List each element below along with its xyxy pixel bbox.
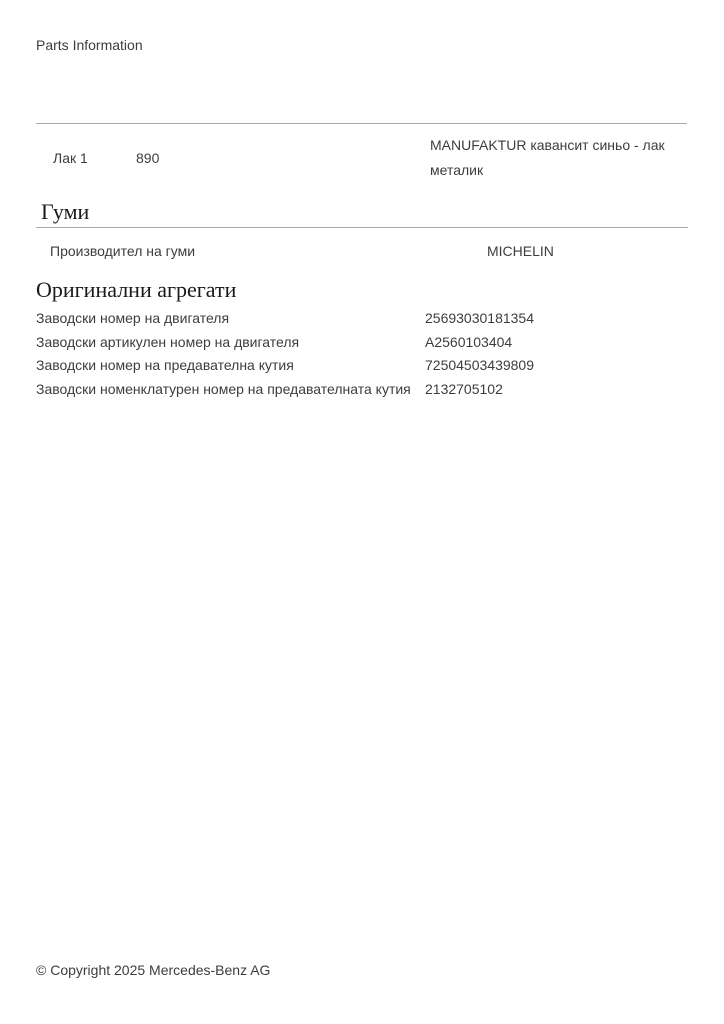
engine-number-label: Заводски номер на двигателя	[36, 310, 230, 326]
tyre-manufacturer-label: Производител на гуми	[50, 243, 196, 259]
engine-part-number-label: Заводски артикулен номер на двигателя	[36, 334, 300, 350]
aggregates-section-heading: Оригинални агрегати	[36, 277, 237, 302]
engine-part-number-value: A2560103404	[425, 334, 513, 350]
gearbox-number-label: Заводски номер на предавателна кутия	[36, 357, 294, 373]
engine-number-value: 25693030181354	[425, 310, 535, 326]
paint-description: MANUFAKTUR кавансит синьо - лак металик	[430, 137, 665, 178]
paint-code: 890	[136, 150, 160, 166]
paint-section-divider	[36, 123, 687, 124]
gearbox-part-number-value: 2132705102	[425, 381, 503, 397]
tyres-section-heading: Гуми	[41, 199, 90, 224]
page-title: Parts Information	[36, 37, 143, 53]
paint-name: Лак 1	[53, 150, 88, 166]
tyres-section-divider	[36, 227, 688, 228]
copyright-footer: © Copyright 2025 Mercedes-Benz AG	[36, 962, 271, 978]
gearbox-part-number-label: Заводски номенклатурен номер на предавателната кутия	[36, 381, 411, 397]
gearbox-number-value: 72504503439809	[425, 357, 535, 373]
tyre-manufacturer-value: MICHELIN	[487, 243, 554, 259]
